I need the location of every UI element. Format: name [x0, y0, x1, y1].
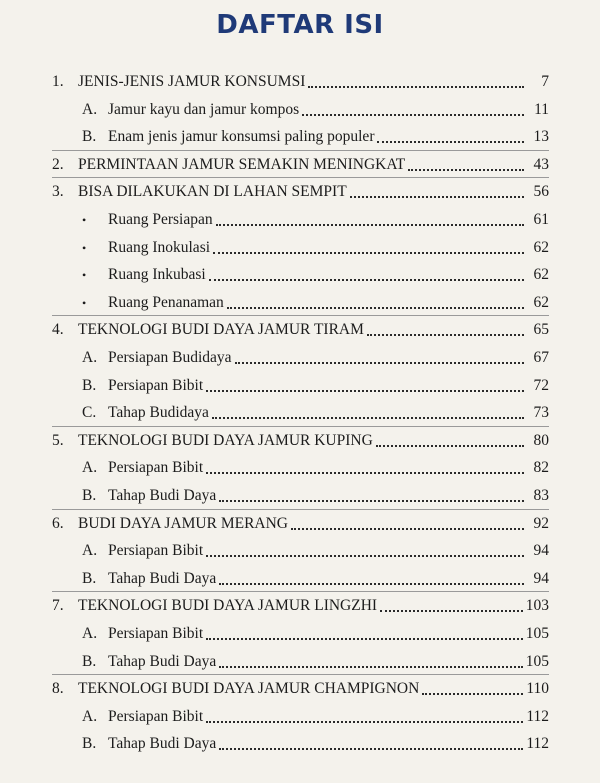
- entry-title: Persiapan Budidaya: [108, 349, 232, 366]
- dot-leader: [291, 528, 524, 530]
- entry-number: 7.: [52, 597, 64, 615]
- page-number: 112: [526, 707, 549, 725]
- entry-number: 5.: [52, 431, 64, 449]
- dot-leader: [219, 666, 523, 668]
- entry-number: 8.: [52, 680, 64, 698]
- entry-number: B.: [82, 569, 97, 587]
- entry-title: Tahap Budi Daya: [108, 652, 217, 670]
- toc-section-row[interactable]: [82, 232, 549, 258]
- entry-title: Tahap Budi Daya: [108, 735, 217, 753]
- toc-chapter-row[interactable]: [52, 590, 549, 616]
- entry-title: BISA DILAKUKAN DI LAHAN SEMPIT: [78, 183, 347, 201]
- page-number: 103: [525, 597, 549, 615]
- page-number: 112: [526, 735, 549, 753]
- entry-title: Persiapan Bibit: [108, 625, 204, 642]
- bullet-marker: •: [82, 268, 87, 283]
- bullet-marker: •: [82, 240, 87, 255]
- toc-section-row[interactable]: [82, 728, 549, 754]
- entry-title: TEKNOLOGI BUDI DAYA JAMUR LINGZHI: [78, 597, 378, 615]
- entry-title: Jamur kayu dan jamur kompos: [108, 100, 300, 118]
- toc-section-row[interactable]: [82, 342, 549, 368]
- toc-section-row[interactable]: [82, 646, 549, 672]
- dot-leader: [302, 114, 524, 116]
- toc-section-row[interactable]: [82, 618, 549, 644]
- entry-number: 4.: [52, 321, 64, 339]
- entry-title: Ruang Penanaman: [108, 293, 224, 311]
- dot-leader: [219, 500, 524, 502]
- page-number: 13: [533, 128, 549, 146]
- entry-number: A.: [82, 459, 98, 477]
- entry-number: A.: [82, 707, 98, 725]
- toc-chapter-row[interactable]: [52, 149, 549, 175]
- toc-section-row[interactable]: [82, 563, 549, 589]
- entry-title: Ruang Persiapan: [108, 211, 213, 228]
- toc-chapter-row[interactable]: [52, 66, 549, 92]
- toc-section-row[interactable]: [82, 535, 549, 561]
- page-number: 110: [526, 680, 549, 698]
- entry-title: Enam jenis jamur konsumsi paling populer: [108, 128, 375, 146]
- toc-section-row[interactable]: [82, 287, 549, 313]
- dot-leader: [308, 86, 524, 88]
- entry-number: B.: [82, 487, 97, 504]
- dot-leader: [206, 472, 524, 474]
- entry-title: TEKNOLOGI BUDI DAYA JAMUR TIRAM: [78, 321, 364, 339]
- bullet-marker: •: [82, 213, 87, 227]
- entry-number: B.: [82, 652, 97, 670]
- entry-number: B.: [82, 128, 97, 146]
- entry-title: Ruang Inokulasi: [108, 238, 211, 256]
- page-number: 92: [533, 514, 549, 532]
- dot-leader: [206, 555, 524, 557]
- entry-title: PERMINTAAN JAMUR SEMAKIN MENINGKAT: [78, 155, 406, 173]
- page-number: 62: [533, 266, 549, 284]
- page-number: 62: [533, 238, 549, 256]
- page-number: 72: [533, 376, 549, 394]
- entry-number: B.: [82, 376, 97, 394]
- page-number: 56: [533, 183, 549, 201]
- toc-section-row[interactable]: [82, 204, 549, 230]
- dot-leader: [206, 638, 523, 640]
- entry-title: TEKNOLOGI BUDI DAYA JAMUR CHAMPIGNON: [78, 680, 420, 698]
- entry-title: TEKNOLOGI BUDI DAYA JAMUR KUPING: [78, 431, 373, 449]
- dot-leader: [350, 196, 524, 198]
- entry-number: A.: [82, 625, 98, 642]
- entry-number: 1.: [52, 73, 64, 90]
- entry-title: Ruang Inkubasi: [108, 266, 206, 284]
- page-number: 43: [533, 155, 549, 173]
- entry-number: 2.: [52, 155, 64, 173]
- dot-leader: [206, 721, 523, 723]
- toc-chapter-row[interactable]: [52, 508, 549, 534]
- dot-leader: [380, 610, 523, 612]
- entry-title: Persiapan Bibit: [108, 459, 204, 477]
- entry-title: Tahap Budi Daya: [108, 487, 217, 504]
- page-number: 80: [533, 431, 549, 449]
- toc-chapter-row[interactable]: [52, 425, 549, 451]
- entry-title: Persiapan Bibit: [108, 707, 204, 725]
- page-number: 11: [534, 100, 549, 118]
- page-number: 105: [525, 652, 549, 670]
- page-number: 73: [533, 404, 549, 422]
- toc-section-row[interactable]: [82, 397, 549, 423]
- page-number: 67: [533, 349, 549, 366]
- entry-title: Persiapan Bibit: [108, 376, 204, 394]
- page-number: 62: [533, 293, 549, 311]
- page-number: 82: [533, 459, 549, 477]
- dot-leader: [213, 252, 524, 254]
- toc-section-row[interactable]: [82, 121, 549, 147]
- toc-section-row[interactable]: [82, 94, 549, 120]
- entry-number: 6.: [52, 514, 64, 532]
- toc-section-row[interactable]: [82, 452, 549, 478]
- dot-leader: [367, 334, 524, 336]
- entry-title: JENIS-JENIS JAMUR KONSUMSI: [78, 73, 306, 90]
- dot-leader: [216, 224, 524, 226]
- dot-leader: [219, 748, 523, 750]
- entry-number: A.: [82, 349, 98, 366]
- dot-leader: [377, 141, 524, 143]
- dot-leader: [209, 279, 524, 281]
- page-number: 65: [533, 321, 549, 339]
- dot-leader: [422, 693, 523, 695]
- entry-number: C.: [82, 404, 97, 422]
- dot-leader: [219, 583, 524, 585]
- toc-section-row[interactable]: [82, 701, 549, 727]
- toc-section-row[interactable]: [82, 370, 549, 396]
- dot-leader: [376, 445, 524, 447]
- toc-section-row[interactable]: [82, 480, 549, 506]
- entry-title: Tahap Budidaya: [108, 404, 209, 422]
- toc-chapter-row[interactable]: [52, 314, 549, 340]
- dot-leader: [408, 169, 524, 171]
- toc-chapter-row[interactable]: [52, 176, 549, 202]
- dot-leader: [227, 307, 524, 309]
- dot-leader: [206, 390, 524, 392]
- entry-number: A.: [82, 100, 98, 118]
- page-number: 83: [533, 487, 549, 504]
- entry-title: Tahap Budi Daya: [108, 569, 217, 587]
- dot-leader: [235, 362, 524, 364]
- page-number: 105: [525, 625, 549, 642]
- page-number: 7: [541, 73, 549, 90]
- toc-section-row[interactable]: [82, 259, 549, 285]
- page-number: 94: [533, 569, 549, 587]
- bullet-marker: •: [82, 295, 87, 310]
- page-title: DAFTAR ISI: [216, 10, 384, 40]
- entry-number: B.: [82, 735, 97, 753]
- page-number: 94: [533, 542, 549, 560]
- dot-leader: [212, 417, 524, 419]
- page-number: 61: [533, 211, 549, 228]
- entry-number: A.: [82, 542, 98, 560]
- entry-number: 3.: [52, 183, 64, 201]
- toc-chapter-row[interactable]: [52, 673, 549, 699]
- entry-title: Persiapan Bibit: [108, 542, 204, 560]
- entry-title: BUDI DAYA JAMUR MERANG: [78, 514, 288, 532]
